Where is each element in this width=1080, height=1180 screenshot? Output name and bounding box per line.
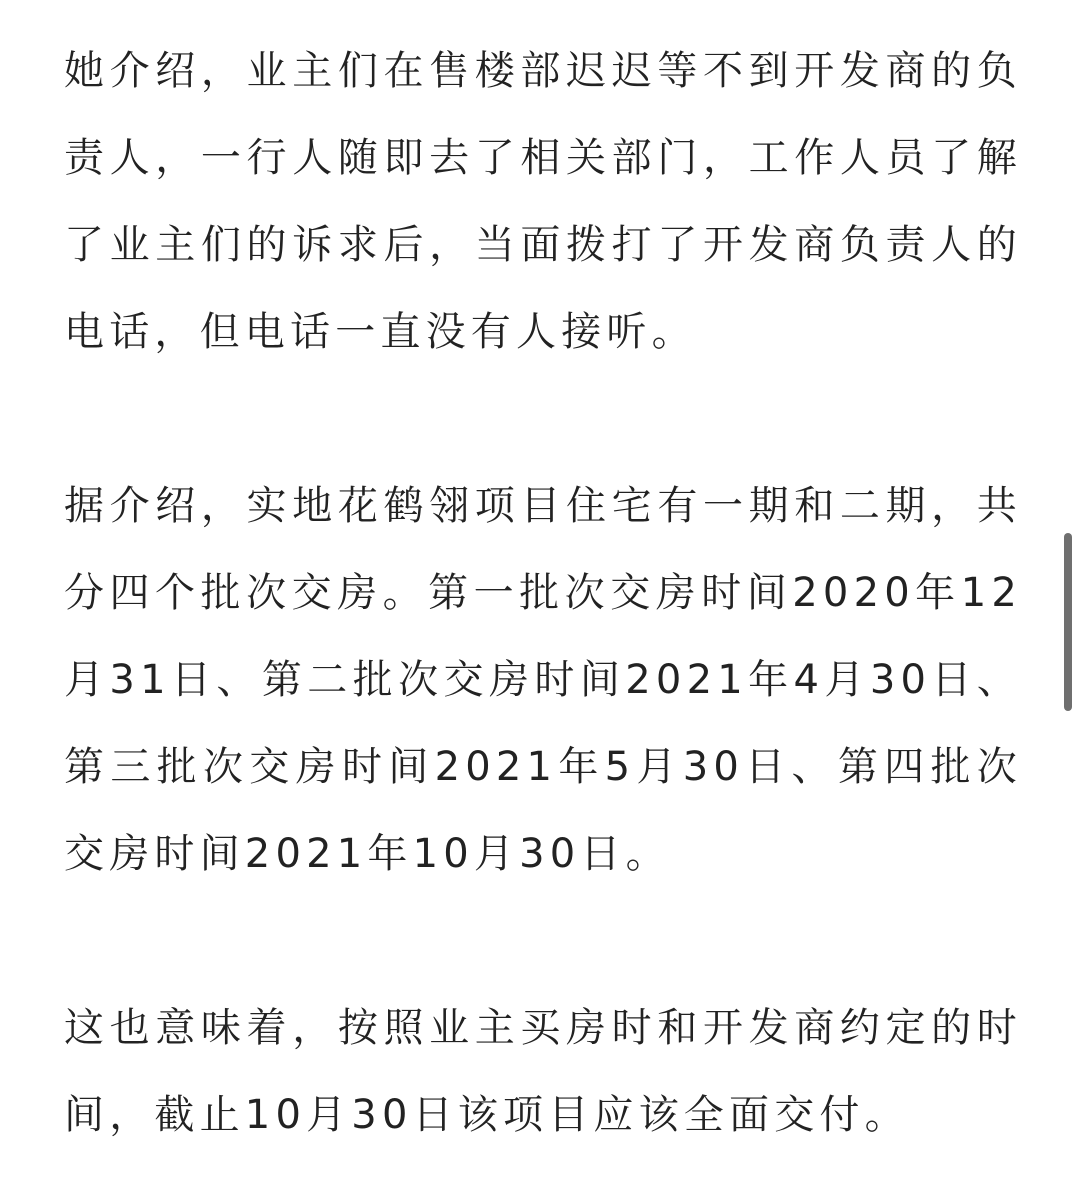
article-body xyxy=(64,28,1022,1159)
vertical-scrollbar-thumb[interactable] xyxy=(1064,533,1072,711)
paragraph-2: 据介绍，实地花鹤翎项目住宅有一期和二期，共分四个批次交房。第一批次交房时间2020年12月31日、第二批次交房时间2021年4月30日、第三批次交房时间2021年5月30日、第四批次交房时间2021年10月30日。 xyxy=(64,483,1022,877)
paragraph-1: 她介绍，业主们在售楼部迟迟等不到开发商的负责人，一行人随即去了相关部门，工作人员了解了业主们的诉求后，当面拨打了开发商负责人的电话，但电话一直没有人接听。 xyxy=(64,48,1022,355)
paragraph-3: 这也意味着，按照业主买房时和开发商约定的时间，截止10月30日该项目应该全面交付。 xyxy=(64,1005,1022,1138)
